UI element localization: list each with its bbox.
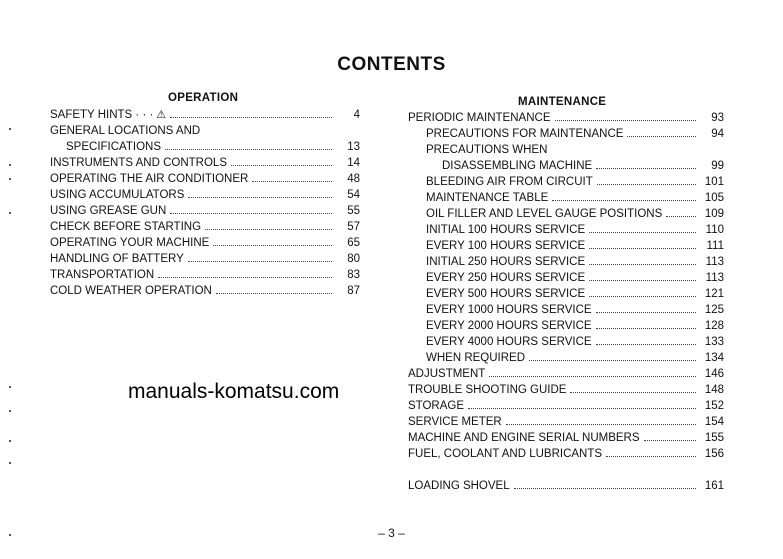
toc-page-number: 113 [705,256,724,268]
leader-dots [596,327,696,329]
toc-page-number: 94 [711,128,724,140]
toc-label: EVERY 500 HOURS SERVICE [426,288,586,300]
operation-toc [50,107,360,299]
toc-label: INITIAL 250 HOURS SERVICE [426,256,586,268]
toc-page-number: 99 [711,160,724,172]
leader-dots [627,135,696,137]
toc-page-number: 65 [347,237,360,249]
margin-mark [9,386,11,388]
toc-entry-check-before-starting[interactable] [50,219,360,235]
toc-label: PERIODIC MAINTENANCE [408,112,551,124]
toc-label: BLEEDING AIR FROM CIRCUIT [426,176,593,188]
leader-dots [205,228,332,230]
leader-dots [165,148,332,150]
toc-label: LOADING SHOVEL [408,480,510,492]
operation-heading: OPERATION [168,92,239,104]
toc-label: OIL FILLER AND LEVEL GAUGE POSITIONS [426,208,663,220]
toc-label: MAINTENANCE TABLE [426,192,549,204]
toc-page-number: 93 [711,112,724,124]
leader-dots [589,263,696,265]
leader-dots [596,311,696,313]
toc-entry-instruments-and-controls[interactable] [50,155,360,171]
toc-label: MACHINE AND ENGINE SERIAL NUMBERS [408,432,640,444]
toc-label: ADJUSTMENT [408,368,486,380]
toc-label: TRANSPORTATION [50,269,155,281]
leader-dots [589,279,696,281]
leader-dots [158,276,332,278]
toc-page-number: 54 [347,189,360,201]
toc-label: SPECIFICATIONS [66,141,161,153]
leader-dots [596,343,696,345]
margin-mark [9,410,11,412]
margin-mark [9,178,11,180]
toc-entry-every-2000-hours[interactable] [408,318,724,334]
toc-label: EVERY 250 HOURS SERVICE [426,272,586,284]
leader-dots [170,116,332,118]
toc-entry-safety-hints[interactable] [50,107,360,123]
toc-entry-precautions-when[interactable] [408,142,724,158]
leader-dots [188,260,332,262]
margin-mark [9,462,11,464]
toc-label: WHEN REQUIRED [426,352,526,364]
toc-entry-cold-weather-operation[interactable] [50,283,360,299]
toc-entry-using-accumulators[interactable] [50,187,360,203]
toc-label: INITIAL 100 HOURS SERVICE [426,224,586,236]
toc-entry-precautions-for-maintenance[interactable] [408,126,724,142]
toc-page-number: 154 [704,416,724,428]
toc-page-number: 105 [704,192,724,204]
leader-dots [552,199,696,201]
toc-page-number: 48 [347,173,360,185]
watermark: manuals-komatsu.com [128,380,340,403]
toc-page-number: 4 [353,109,360,121]
toc-entry-disassembling-machine[interactable] [408,158,724,174]
toc-entry-every-500-hours[interactable] [408,286,724,302]
toc-entry-every-1000-hours[interactable] [408,302,724,318]
leader-dots [589,247,696,249]
toc-label: EVERY 2000 HOURS SERVICE [426,320,592,332]
toc-label: EVERY 4000 HOURS SERVICE [426,336,592,348]
toc-entry-every-4000-hours[interactable] [408,334,724,350]
toc-label: STORAGE [408,400,465,412]
toc-page-number: 113 [705,272,724,284]
leader-dots [468,407,696,409]
toc-entry-air-conditioner[interactable] [50,171,360,187]
toc-page-number: 80 [347,253,360,265]
toc-label: EVERY 1000 HOURS SERVICE [426,304,592,316]
margin-mark [9,128,11,130]
toc-page-number: 111 [706,240,724,252]
toc-label: SERVICE METER [408,416,502,428]
leader-dots [551,152,720,153]
warning-triangle-icon: ⚠ [156,109,167,121]
toc-page-number: 110 [705,224,724,236]
toc-page-number: 125 [704,304,724,316]
maintenance-heading: MAINTENANCE [518,96,607,108]
toc-entry-initial-250-hours[interactable] [408,254,724,270]
toc-label: SAFETY HINTS · · · [50,109,154,121]
leader-dots [644,439,696,441]
leader-dots [589,295,696,297]
toc-page-number: 101 [704,176,724,188]
toc-label: COLD WEATHER OPERATION [50,285,212,297]
toc-entry-using-grease-gun[interactable] [50,203,360,219]
toc-page-number: 134 [704,352,724,364]
margin-mark [9,534,11,536]
leader-dots [589,231,696,233]
leader-dots [170,212,332,214]
leader-dots [506,423,696,425]
leader-dots [596,167,696,169]
leader-dots [252,180,332,182]
toc-page-number: 57 [347,221,360,233]
toc-page-number: 14 [347,157,360,169]
toc-page-number: 146 [704,368,724,380]
toc-label: PRECAUTIONS FOR MAINTENANCE [426,128,624,140]
toc-entry-general-locations[interactable] [50,123,360,139]
leader-dots [213,244,332,246]
toc-label: OPERATING YOUR MACHINE [50,237,210,249]
toc-page-number: 128 [704,320,724,332]
toc-label: CHECK BEFORE STARTING [50,221,202,233]
toc-label: OPERATING THE AIR CONDITIONER [50,173,249,185]
toc-entry-specifications[interactable] [50,139,360,155]
toc-label: TROUBLE SHOOTING GUIDE [408,384,567,396]
leader-dots [555,119,697,121]
toc-page-number: 152 [704,400,724,412]
margin-mark [9,212,11,214]
leader-dots [204,133,356,134]
toc-page-number: 83 [347,269,360,281]
toc-entry-every-100-hours[interactable] [408,238,724,254]
toc-label: FUEL, COOLANT AND LUBRICANTS [408,448,603,460]
toc-page-number: 156 [704,448,724,460]
toc-label: DISASSEMBLING MACHINE [442,160,593,172]
toc-label: USING GREASE GUN [50,205,167,217]
margin-mark [9,164,11,166]
toc-label: HANDLING OF BATTERY [50,253,184,265]
toc-label: INSTRUMENTS AND CONTROLS [50,157,227,169]
toc-entry-every-250-hours[interactable] [408,270,724,286]
toc-page-number: 13 [347,141,360,153]
leader-dots [570,391,696,393]
toc-label: EVERY 100 HOURS SERVICE [426,240,586,252]
leader-dots [597,183,696,185]
toc-entry-service-meter[interactable] [408,414,724,430]
toc-label: USING ACCUMULATORS [50,189,185,201]
toc-page-number: 121 [704,288,724,300]
leader-dots [489,375,696,377]
toc-page-number: 55 [347,205,360,217]
toc-label: GENERAL LOCATIONS AND [50,125,201,137]
toc-entry-adjustment[interactable] [408,366,724,382]
toc-page-number: 148 [704,384,724,396]
leader-dots [216,292,332,294]
maintenance-toc [408,110,724,494]
leader-dots [666,215,696,217]
margin-mark [9,440,11,442]
toc-page-number: 87 [347,285,360,297]
page-title: CONTENTS [337,54,446,75]
leader-dots [188,196,332,198]
toc-entry-initial-100-hours[interactable] [408,222,724,238]
toc-entry-periodic-maintenance[interactable] [408,110,724,126]
toc-entry-fuel-coolant-lubricants[interactable] [408,446,724,462]
page-number: – 3 – [378,526,405,540]
toc-entry-transportation[interactable] [50,267,360,283]
toc-entry-loading-shovel[interactable] [408,478,724,494]
toc-entry-handling-of-battery[interactable] [50,251,360,267]
toc-entry-storage[interactable] [408,398,724,414]
toc-entry-oil-filler[interactable] [408,206,724,222]
toc-entry-operating-your-machine[interactable] [50,235,360,251]
toc-label: PRECAUTIONS WHEN [426,144,548,156]
toc-page-number: 109 [704,208,724,220]
toc-page-number: 161 [704,480,724,492]
toc-entry-serial-numbers[interactable] [408,430,724,446]
toc-entry-when-required[interactable] [408,350,724,366]
leader-dots [231,164,332,166]
leader-dots [514,487,696,489]
toc-entry-maintenance-table[interactable] [408,190,724,206]
toc-page-number: 133 [704,336,724,348]
toc-page-number: 155 [704,432,724,444]
leader-dots [606,455,696,457]
toc-entry-trouble-shooting-guide[interactable] [408,382,724,398]
leader-dots [529,359,696,361]
toc-entry-bleeding-air[interactable] [408,174,724,190]
